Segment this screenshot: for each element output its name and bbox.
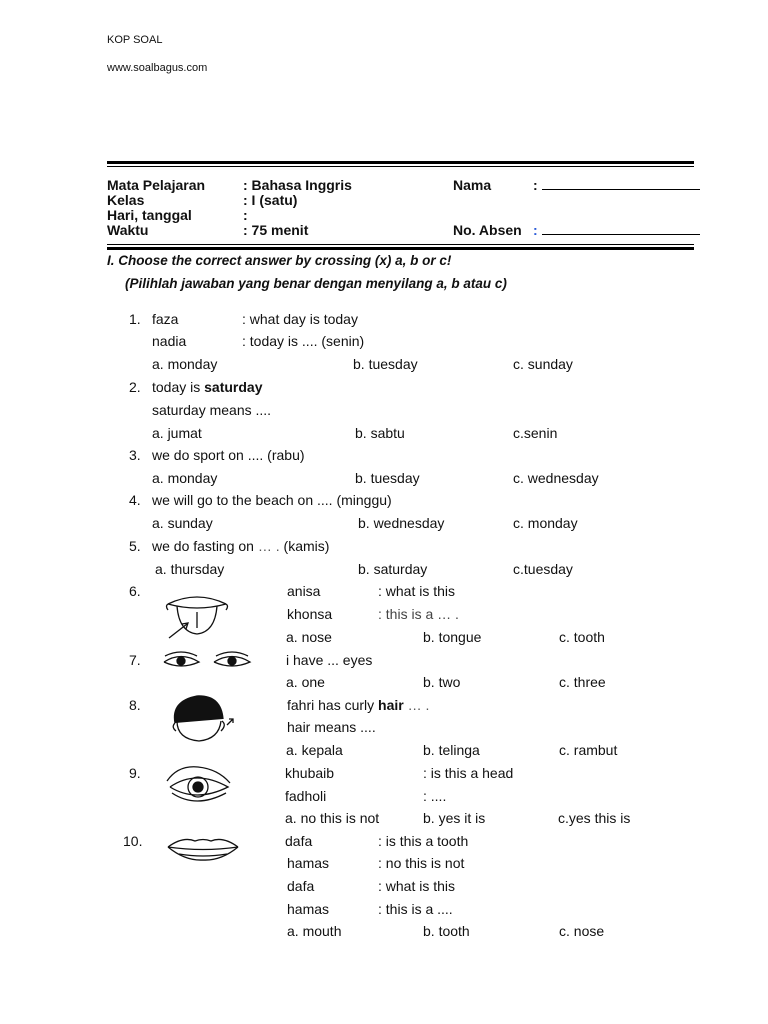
q3-number: 3. xyxy=(129,447,141,463)
hari-value: : xyxy=(243,207,248,223)
q10-number: 10. xyxy=(123,833,143,849)
q9-number: 9. xyxy=(129,765,141,781)
q1-option-b[interactable]: b. tuesday xyxy=(353,356,418,372)
q10-option-a[interactable]: a. mouth xyxy=(287,923,342,939)
kelas-value: : I (satu) xyxy=(243,192,298,208)
q4-option-a[interactable]: a. sunday xyxy=(152,515,213,531)
instruction-en: I. Choose the correct answer by crossing (x) a, b or c! xyxy=(107,253,452,268)
q4-option-b[interactable]: b. wednesday xyxy=(358,515,445,531)
q6-speaker1: anisa xyxy=(287,583,321,599)
q10-speech1: : is this a tooth xyxy=(378,833,469,849)
waktu-value: : 75 menit xyxy=(243,222,309,238)
q5-stem xyxy=(152,538,329,554)
top-rule-thin xyxy=(107,166,694,167)
q5-blank: … . xyxy=(257,538,280,554)
q2-stem xyxy=(152,379,263,395)
q8-keyword: hair xyxy=(378,697,404,713)
q10-speech3: : what is this xyxy=(378,878,456,894)
nama-colon: : xyxy=(533,177,538,193)
q10-option-c[interactable]: c. nose xyxy=(559,923,605,939)
bottom-rule xyxy=(107,247,694,250)
q1-number: 1. xyxy=(129,311,141,327)
q10-speaker1: dafa xyxy=(285,833,313,849)
q8-number: 8. xyxy=(129,697,141,713)
q8-stem xyxy=(287,697,429,713)
q6-option-a[interactable]: a. nose xyxy=(286,629,332,645)
website-link[interactable]: www.soalbagus.com xyxy=(107,62,208,74)
head-picture xyxy=(167,693,237,743)
q3-stem: we do sport on .... (rabu) xyxy=(152,447,305,463)
q7-stem: i have ... eyes xyxy=(286,652,373,668)
q4-stem: we will go to the beach on .... (minggu) xyxy=(152,492,392,508)
q5-option-c[interactable]: c.tuesday xyxy=(513,561,573,577)
q2-prompt: saturday means .... xyxy=(152,402,272,418)
nama-blank[interactable] xyxy=(542,177,700,190)
kelas-label: Kelas xyxy=(107,192,145,208)
q1-option-c[interactable]: c. sunday xyxy=(513,356,573,372)
waktu-label: Waktu xyxy=(107,222,149,238)
q1-speaker1: faza xyxy=(152,311,179,327)
q9-option-a[interactable]: a. no this is not xyxy=(285,810,380,826)
q10-speech2: : no this is not xyxy=(378,855,465,871)
q2-option-a[interactable]: a. jumat xyxy=(152,425,202,441)
q9-speaker1: khubaib xyxy=(285,765,335,781)
q7-option-b[interactable]: b. two xyxy=(423,674,461,690)
q7-number: 7. xyxy=(129,652,141,668)
q9-speech2: : .... xyxy=(423,788,447,804)
instruction-id: (Pilihlah jawaban yang benar dengan menyilang a, b atau c) xyxy=(125,276,507,291)
q5-option-a[interactable]: a. thursday xyxy=(155,561,225,577)
q10-speech4: : this is a .... xyxy=(378,901,453,917)
top-rule xyxy=(107,161,694,164)
q9-speaker2: fadholi xyxy=(285,788,327,804)
q5-hint: (kamis) xyxy=(279,538,330,554)
q2-number: 2. xyxy=(129,379,141,395)
q3-option-a[interactable]: a. monday xyxy=(152,470,218,486)
q10-option-b[interactable]: b. tooth xyxy=(423,923,470,939)
q6-speaker2: khonsa xyxy=(287,606,333,622)
q6-option-b[interactable]: b. tongue xyxy=(423,629,482,645)
absen-colon: : xyxy=(533,222,538,238)
q7-option-a[interactable]: a. one xyxy=(286,674,325,690)
q2-keyword: saturday xyxy=(204,379,263,395)
tongue-picture xyxy=(163,588,231,640)
q8-stem-text: fahri has curly xyxy=(287,697,379,713)
q8-option-c[interactable]: c. rambut xyxy=(559,742,618,758)
q1-option-a[interactable]: a. monday xyxy=(152,356,218,372)
eyes-picture xyxy=(161,650,253,672)
q4-number: 4. xyxy=(129,492,141,508)
q8-option-b[interactable]: b. telinga xyxy=(423,742,480,758)
q2-option-b[interactable]: b. sabtu xyxy=(355,425,405,441)
absen-field[interactable] xyxy=(533,222,700,238)
q8-prompt: hair means .... xyxy=(287,719,376,735)
q2-option-c[interactable]: c.senin xyxy=(513,425,558,441)
q8-blank: … . xyxy=(403,697,430,713)
mapel-value: : Bahasa Inggris xyxy=(243,177,352,193)
q6-speech1: : what is this xyxy=(378,583,456,599)
q5-option-b[interactable]: b. saturday xyxy=(358,561,428,577)
q6-speech2: : this is a … . xyxy=(378,606,459,622)
q5-stem-text: we do fasting on xyxy=(152,538,258,554)
lips-picture xyxy=(165,835,241,861)
q6-number: 6. xyxy=(129,583,141,599)
q10-speaker3: dafa xyxy=(287,878,315,894)
kop-soal: KOP SOAL xyxy=(107,34,163,46)
q7-option-c[interactable]: c. three xyxy=(559,674,606,690)
q9-speech1: : is this a head xyxy=(423,765,514,781)
q4-option-c[interactable]: c. monday xyxy=(513,515,578,531)
q2-stem-text: today is xyxy=(152,379,205,395)
absen-blank[interactable] xyxy=(542,222,700,235)
q9-option-c[interactable]: c.yes this is xyxy=(558,810,631,826)
nama-field[interactable] xyxy=(533,177,700,193)
q6-option-c[interactable]: c. tooth xyxy=(559,629,605,645)
q10-speaker4: hamas xyxy=(287,901,330,917)
eye-picture xyxy=(164,767,234,807)
q3-option-c[interactable]: c. wednesday xyxy=(513,470,599,486)
q1-speech2: : today is .... (senin) xyxy=(242,333,365,349)
absen-label: No. Absen xyxy=(453,222,522,238)
mapel-label: Mata Pelajaran xyxy=(107,177,206,193)
q8-option-a[interactable]: a. kepala xyxy=(286,742,343,758)
q5-number: 5. xyxy=(129,538,141,554)
q3-option-b[interactable]: b. tuesday xyxy=(355,470,420,486)
bottom-rule-thin xyxy=(107,244,694,245)
q1-speech1: : what day is today xyxy=(242,311,358,327)
q10-speaker2: hamas xyxy=(287,855,330,871)
q1-speaker2: nadia xyxy=(152,333,187,349)
nama-label: Nama xyxy=(453,177,492,193)
q9-option-b[interactable]: b. yes it is xyxy=(423,810,486,826)
hari-label: Hari, tanggal xyxy=(107,207,192,223)
